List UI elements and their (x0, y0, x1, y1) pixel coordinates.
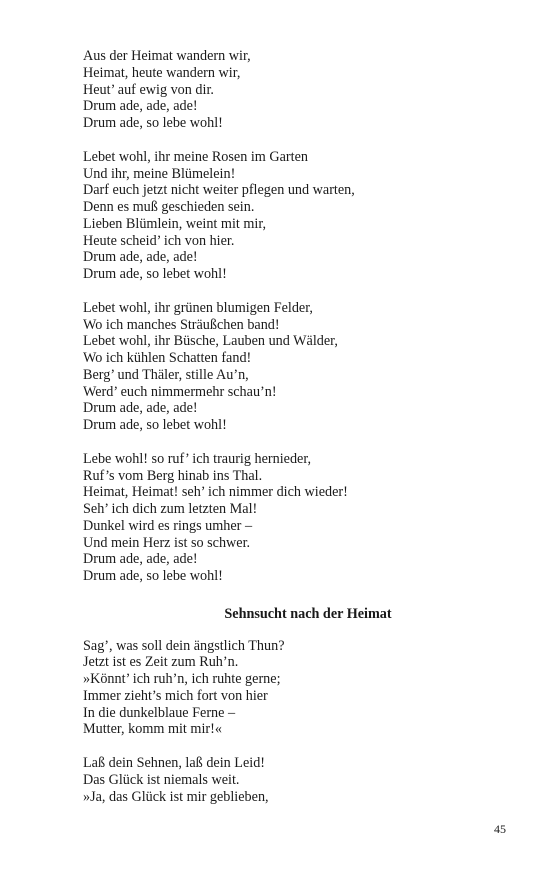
verse-line: Lebe wohl! so ruf’ ich traurig hernieder, (83, 450, 312, 467)
verse-line: Drum ade, so lebet wohl! (83, 266, 227, 282)
verse-line: Heute scheid’ ich von hier. (83, 232, 235, 249)
verse-line: Heut’ auf ewig von dir. (83, 81, 214, 98)
verse-line: Drum ade, ade, ade! (83, 98, 198, 115)
verse-line: Berg’ und Thäler, stille Au’n, (83, 366, 249, 383)
verse-line: Dunkel wird es rings umher – (83, 517, 253, 534)
verse-line: Darf euch jetzt nicht weiter pflegen und warten, (83, 182, 355, 199)
verse-line: Lebet wohl, ihr Büsche, Lauben und Wälder, (83, 333, 338, 350)
stanza (83, 48, 503, 132)
verse-line: Wo ich kühlen Schatten fand! (83, 350, 252, 366)
verse-line: Drum ade, ade, ade! (83, 551, 198, 568)
verse-line: Lieben Blümlein, weint mit mir, (83, 215, 267, 232)
verse-line: Denn es muß geschieden sein. (83, 199, 255, 215)
stanza (83, 300, 503, 434)
stanza (83, 451, 503, 585)
page-number: 45 (494, 822, 506, 836)
verse-line: Immer zieht’s mich fort von hier (83, 687, 268, 704)
verse-line: »Könnt’ ich ruh’n, ich ruhte gerne; (83, 671, 281, 687)
verse-line: Ruf’s vom Berg hinab ins Thal. (83, 467, 263, 484)
verse-line: In die dunkelblaue Ferne – (83, 704, 236, 721)
verse-line: Laß dein Sehnen, laß dein Leid! (83, 755, 266, 771)
verse-line: Jetzt ist es Zeit zum Ruh’n. (83, 654, 239, 671)
verse-line: Drum ade, ade, ade! (83, 249, 198, 266)
verse-line: Und mein Herz ist so schwer. (83, 534, 251, 551)
verse-line: Und ihr, meine Blümelein! (83, 165, 236, 182)
poem-title: Sehnsucht nach der Heimat (224, 605, 392, 622)
verse-line: Das Glück ist niemals weit. (83, 771, 240, 788)
stanza (83, 149, 503, 283)
verse-line: Wo ich manches Sträußchen band! (83, 316, 280, 333)
verse-line: »Ja, das Glück ist mir geblieben, (83, 788, 269, 805)
verse-line: Aus der Heimat wandern wir, (83, 48, 251, 64)
verse-line: Heimat, Heimat! seh’ ich nimmer dich wieder! (83, 484, 348, 501)
text-block (83, 48, 503, 822)
verse-line: Seh’ ich dich zum letzten Mal! (83, 501, 258, 517)
stanza (83, 755, 503, 805)
verse-line: Mutter, komm mit mir!« (83, 721, 222, 738)
stanza (83, 638, 503, 739)
verse-line: Heimat, heute wandern wir, (83, 64, 241, 81)
verse-line: Drum ade, so lebe wohl! (83, 115, 223, 131)
verse-line: Sag’, was soll dein ängstlich Thun? (83, 637, 285, 654)
verse-line: Drum ade, so lebet wohl! (83, 417, 227, 433)
verse-line: Drum ade, ade, ade! (83, 400, 198, 417)
verse-line: Lebet wohl, ihr meine Rosen im Garten (83, 148, 308, 165)
verse-line: Lebet wohl, ihr grünen blumigen Felder, (83, 299, 313, 316)
verse-line: Drum ade, so lebe wohl! (83, 568, 223, 584)
verse-line: Werd’ euch nimmermehr schau’n! (83, 383, 277, 400)
